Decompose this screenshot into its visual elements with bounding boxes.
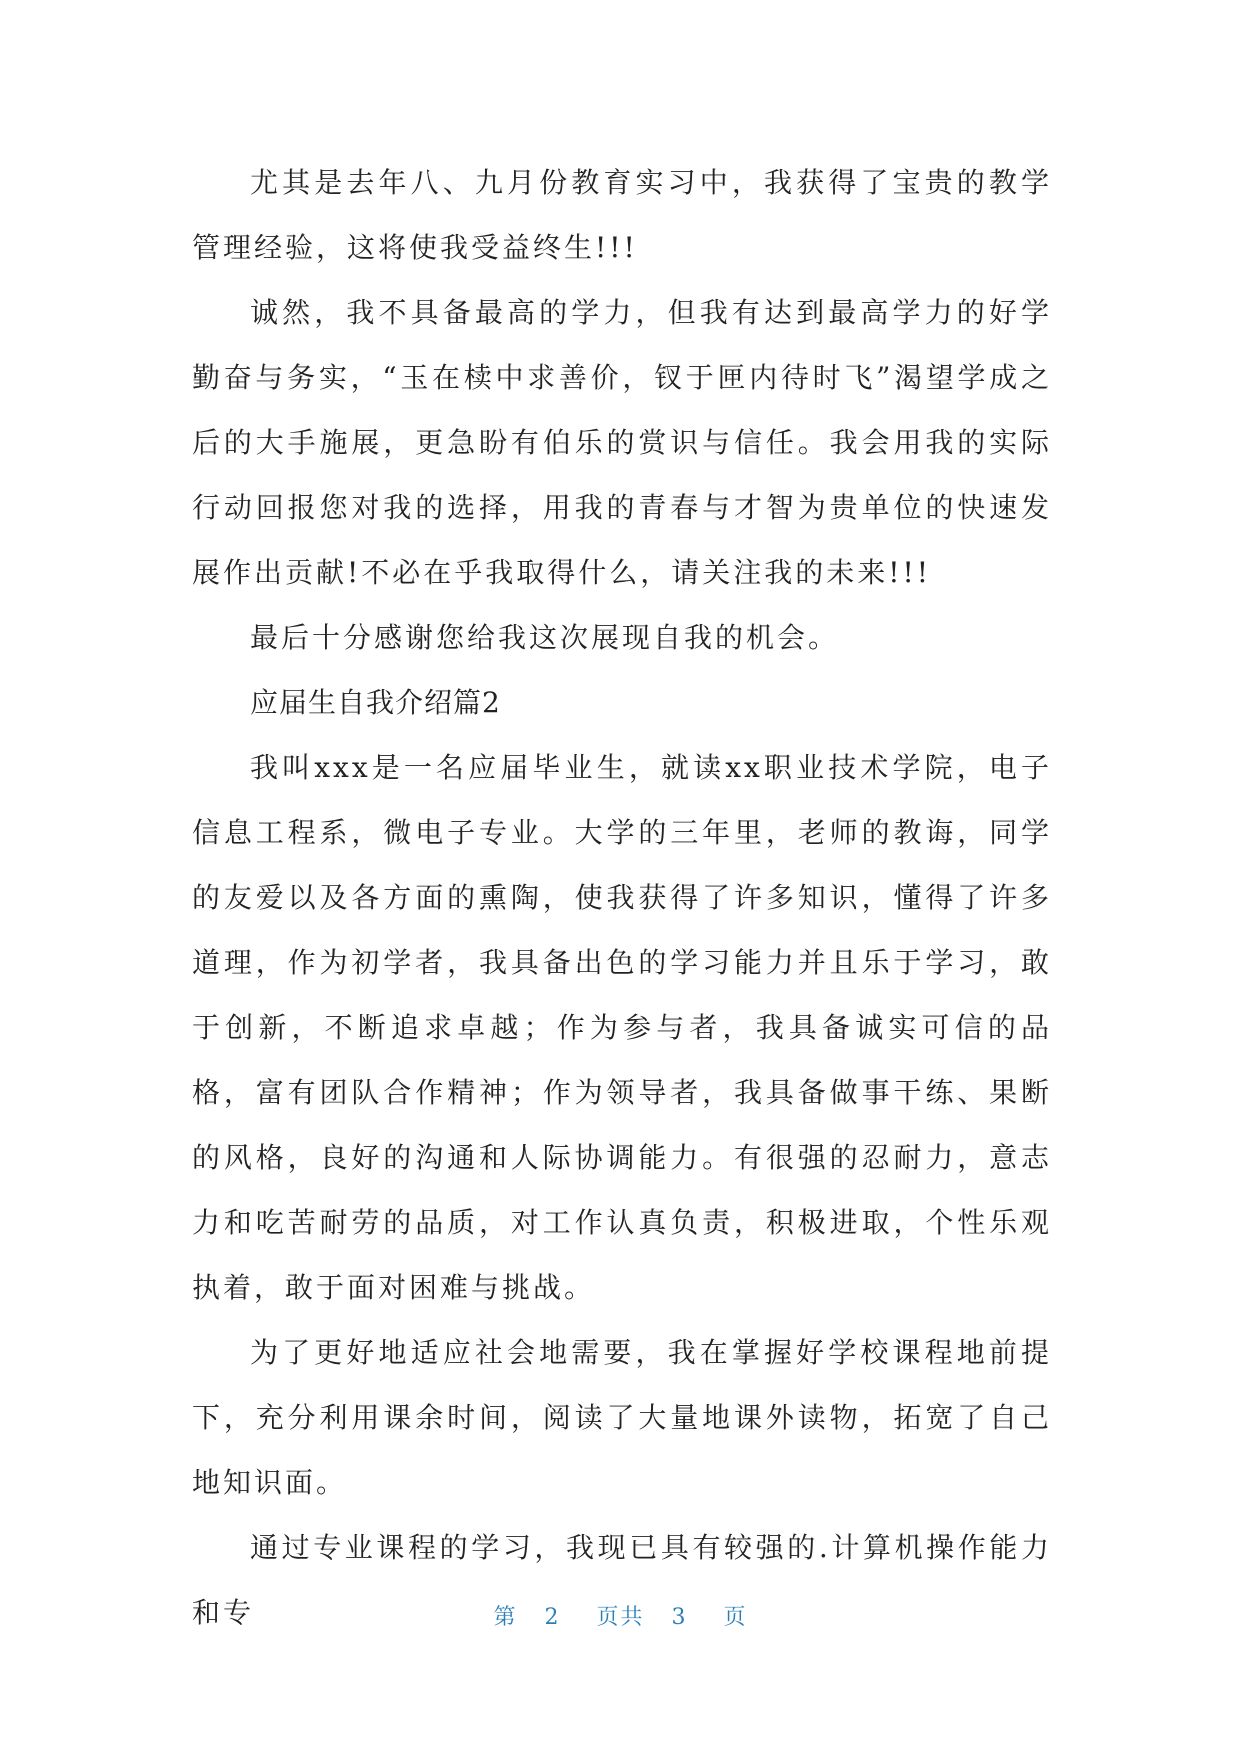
footer-suffix: 页 [723, 1605, 748, 1630]
footer-prefix: 第 [493, 1605, 518, 1630]
paragraph: 尤其是去年八、九月份教育实习中，我获得了宝贵的教学管理经验，这将使我受益终生!!! [192, 166, 1052, 264]
footer-middle: 页共 [596, 1605, 645, 1630]
paragraph: 为了更好地适应社会地需要，我在掌握好学校课程地前提下，充分利用课余时间，阅读了大量地课外读物，拓宽了自己地知识面。 [192, 1336, 1052, 1499]
section-heading: 应届生自我介绍篇2 [250, 686, 501, 719]
page-footer [0, 1600, 1241, 1631]
footer-total-pages: 3 [671, 1605, 688, 1630]
paragraph: 最后十分感谢您给我这次展现自我的机会。 [250, 621, 840, 654]
document-body [192, 150, 1052, 1645]
paragraph: 诚然，我不具备最高的学力，但我有达到最高学力的好学勤奋与务实，“玉在椟中求善价，钗于匣内待时飞”渴望学成之后的大手施展，更急盼有伯乐的赏识与信任。我会用我的实际行动回报您对我的选择，用我的青春与才智为贵单位的快速发展作出贡献!不必在乎我取得什么，请关注我的未来!!! [192, 296, 1052, 589]
footer-current-page: 2 [544, 1605, 561, 1630]
paragraph: 通过专业课程的学习，我现已具有较强的.计算机操作能力和专 [192, 1531, 1052, 1629]
paragraph: 我叫xxx是一名应届毕业生，就读xx职业技术学院，电子信息工程系，微电子专业。大学的三年里，老师的教诲，同学的友爱以及各方面的熏陶，使我获得了许多知识，懂得了许多道理，作为初学者，我具备出色的学习能力并且乐于学习，敢于创新，不断追求卓越；作为参与者，我具备诚实可信的品格，富有团队合作精神；作为领导者，我具备做事干练、果断的风格，良好的沟通和人际协调能力。有很强的忍耐力，意志力和吃苦耐劳的品质，对工作认真负责，积极进取，个性乐观执着，敢于面对困难与挑战。 [192, 751, 1052, 1304]
